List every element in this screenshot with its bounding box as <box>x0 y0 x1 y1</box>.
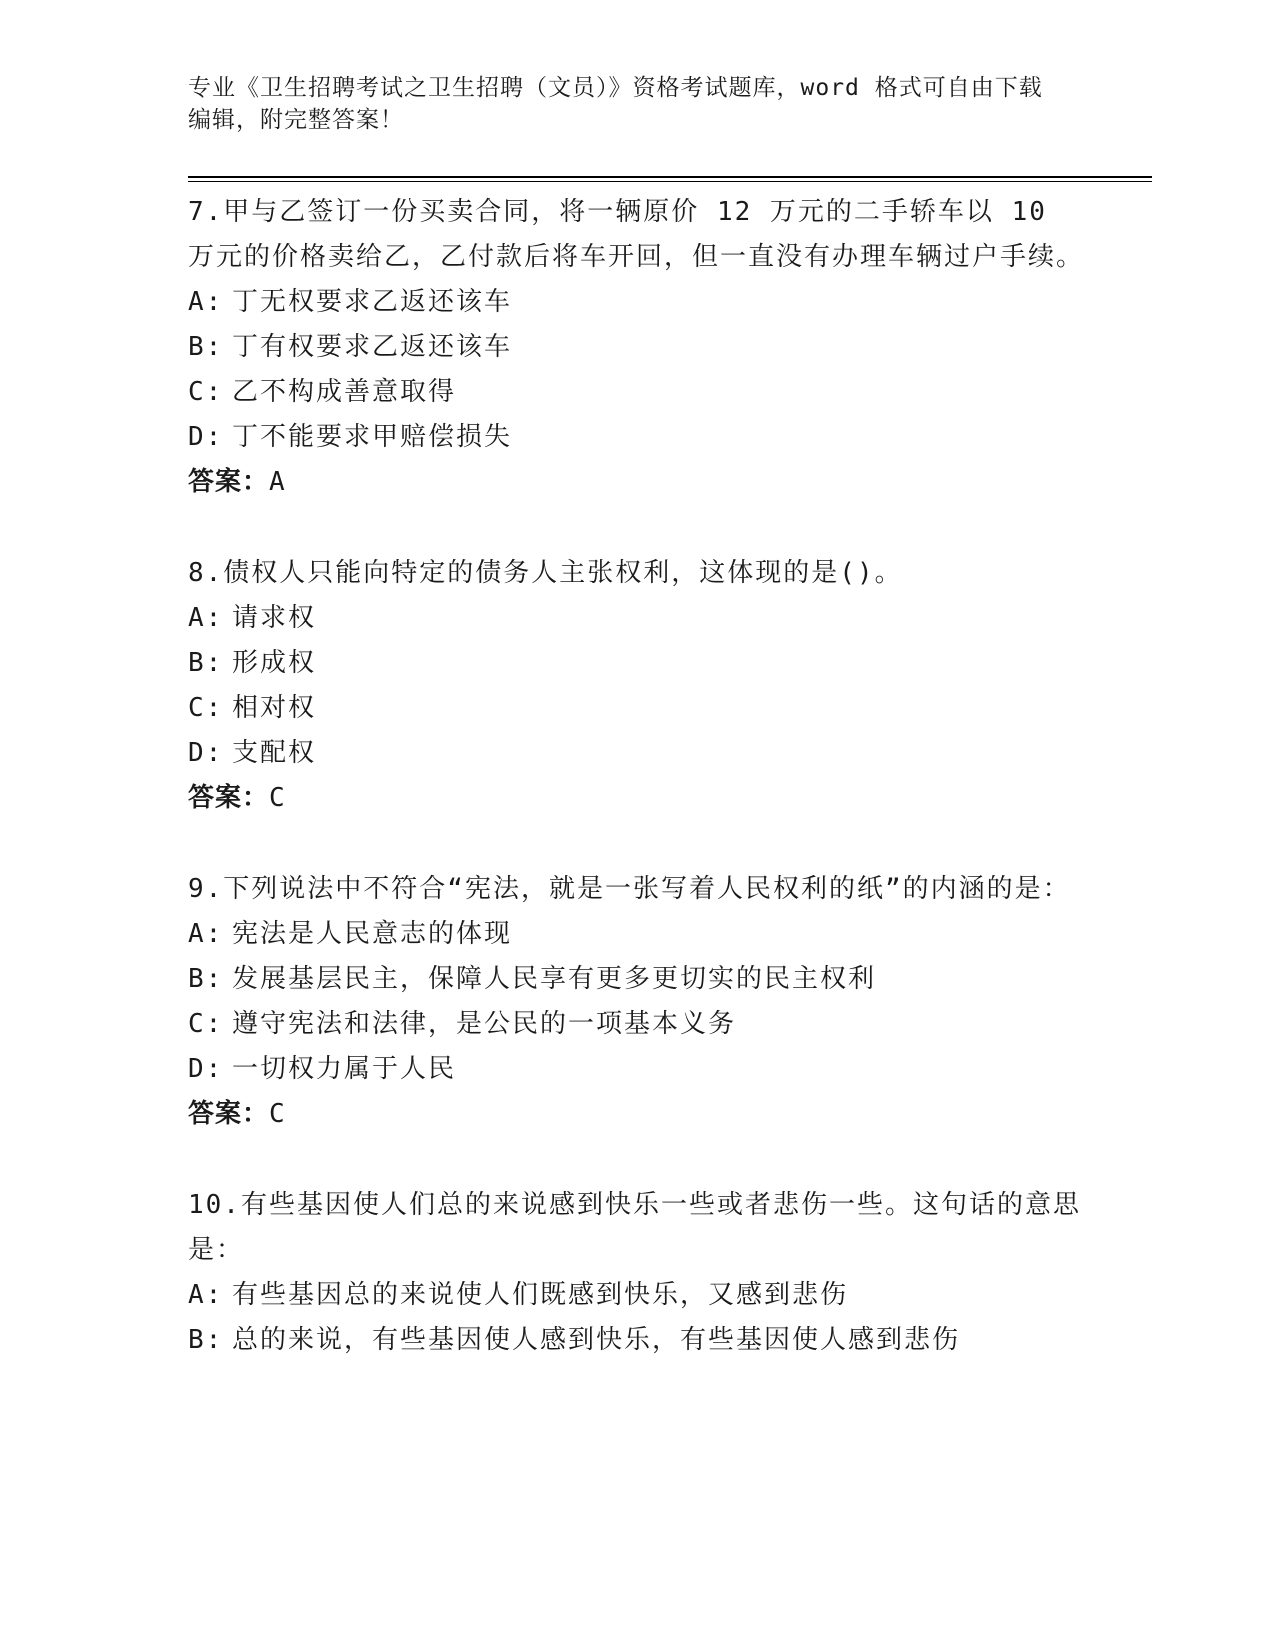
option-b <box>188 641 1088 686</box>
option-letter: B: <box>188 332 224 362</box>
option-d <box>188 1047 1088 1092</box>
option-a <box>188 596 1088 641</box>
option-text: 乙不构成善意取得 <box>232 377 457 407</box>
option-d <box>188 731 1088 776</box>
answer-line <box>188 1092 1088 1137</box>
option-text: 丁无权要求乙返还该车 <box>232 287 513 317</box>
option-letter: D: <box>188 738 224 768</box>
option-letter: C: <box>188 693 224 723</box>
option-letter: D: <box>188 422 224 452</box>
question-stem: 7.甲与乙签订一份买卖合同，将一辆原价 12 万元的二手轿车以 10 万元的价格卖给乙，乙付款后将车开回，但一直没有办理车辆过户手续。 <box>188 197 1085 272</box>
option-text: 请求权 <box>232 603 317 633</box>
option-d <box>188 415 1088 460</box>
header-divider-thin <box>188 181 1152 182</box>
option-letter: C: <box>188 1009 224 1039</box>
answer-value: C <box>269 783 286 813</box>
question-list <box>188 190 1088 1409</box>
option-letter: C: <box>188 377 224 407</box>
option-c <box>188 686 1088 731</box>
option-b <box>188 325 1088 370</box>
option-text: 丁不能要求甲赔偿损失 <box>232 422 513 452</box>
option-letter: A: <box>188 1280 224 1310</box>
option-text: 形成权 <box>232 648 317 678</box>
option-a <box>188 1273 1088 1318</box>
answer-label: 答案： <box>188 783 270 813</box>
option-text: 遵守宪法和法律，是公民的一项基本义务 <box>232 1009 737 1039</box>
answer-value: A <box>269 467 286 497</box>
question-stem: 8.债权人只能向特定的债务人主张权利，这体现的是()。 <box>188 558 903 588</box>
question-stem: 9.下列说法中不符合“宪法，就是一张写着人民权利的纸”的内涵的是： <box>188 874 1071 904</box>
option-letter: B: <box>188 964 224 994</box>
question-7 <box>188 190 1088 505</box>
answer-label: 答案： <box>188 1099 270 1129</box>
header-line-1: 专业《卫生招聘考试之卫生招聘（文员）》资格考试题库，word 格式可自由下载 <box>188 75 1043 101</box>
option-text: 相对权 <box>232 693 317 723</box>
option-text: 丁有权要求乙返还该车 <box>232 332 513 362</box>
option-a <box>188 912 1088 957</box>
answer-label: 答案： <box>188 467 270 497</box>
question-9 <box>188 867 1088 1137</box>
option-a <box>188 280 1088 325</box>
option-text: 发展基层民主，保障人民享有更多更切实的民主权利 <box>232 964 877 994</box>
option-text: 支配权 <box>232 738 317 768</box>
option-letter: A: <box>188 919 224 949</box>
option-letter: A: <box>188 603 224 633</box>
document-header <box>188 72 1078 136</box>
option-b <box>188 957 1088 1002</box>
answer-value: C <box>269 1099 286 1129</box>
option-c <box>188 370 1088 415</box>
question-8 <box>188 551 1088 821</box>
option-letter: B: <box>188 1325 224 1355</box>
option-letter: A: <box>188 287 224 317</box>
option-letter: D: <box>188 1054 224 1084</box>
option-text: 宪法是人民意志的体现 <box>232 919 513 949</box>
answer-line <box>188 460 1088 505</box>
question-10 <box>188 1183 1088 1363</box>
option-text: 一切权力属于人民 <box>232 1054 457 1084</box>
option-b <box>188 1318 1088 1363</box>
option-text: 总的来说，有些基因使人感到快乐，有些基因使人感到悲伤 <box>232 1325 961 1355</box>
option-text: 有些基因总的来说使人们既感到快乐，又感到悲伤 <box>232 1280 849 1310</box>
option-c <box>188 1002 1088 1047</box>
question-stem: 10.有些基因使人们总的来说感到快乐一些或者悲伤一些。这句话的意思是： <box>188 1190 1081 1265</box>
header-line-2: 编辑，附完整答案！ <box>188 107 404 133</box>
header-divider-thick <box>188 176 1152 178</box>
option-letter: B: <box>188 648 224 678</box>
answer-line <box>188 776 1088 821</box>
